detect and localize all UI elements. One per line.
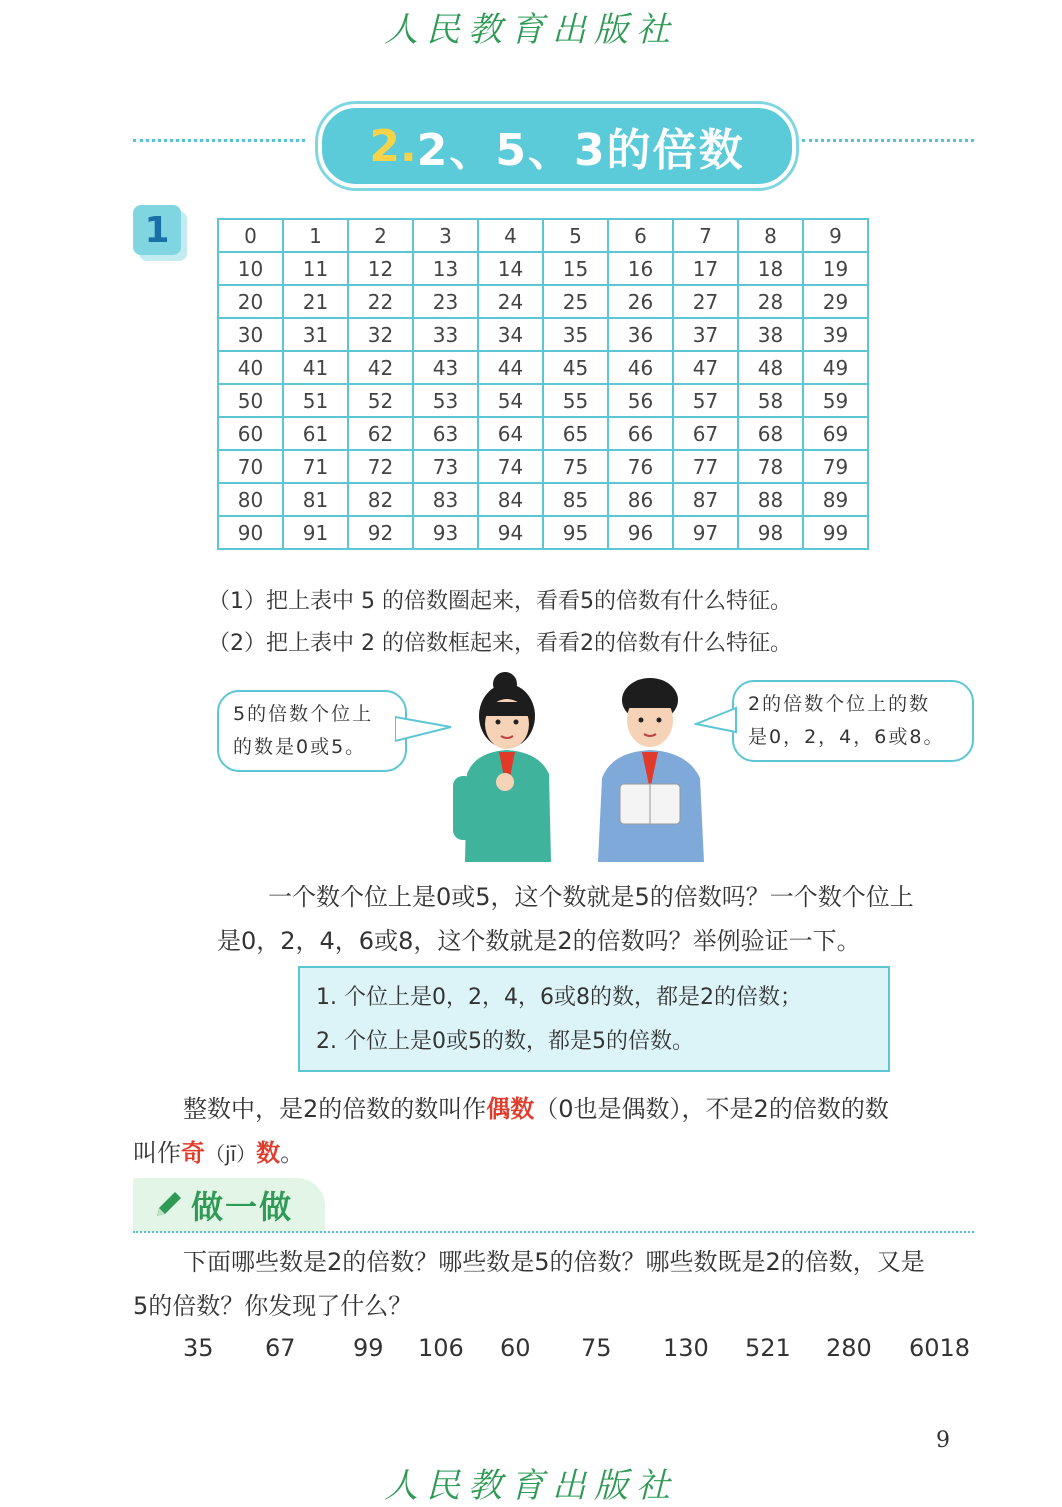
definition-line2 [133, 1130, 304, 1177]
practice-numbers [0, 1334, 1062, 1368]
grid-cell: 55 [543, 384, 608, 417]
grid-cell: 79 [803, 450, 868, 483]
question-text-line1: 一个数个位上是0或5，这个数就是5的倍数吗？一个数个位上 [268, 883, 914, 911]
grid-row [218, 318, 868, 351]
grid-cell: 41 [283, 351, 348, 384]
grid-cell: 74 [478, 450, 543, 483]
grid-cell: 56 [608, 384, 673, 417]
grid-cell: 77 [673, 450, 738, 483]
grid-cell: 88 [738, 483, 803, 516]
grid-cell: 40 [218, 351, 283, 384]
grid-cell: 92 [348, 516, 413, 549]
practice-number: 99 [353, 1334, 384, 1362]
bubble-line: 是0，2，4，6或8。 [748, 726, 945, 748]
practice-number: 130 [663, 1334, 709, 1362]
grid-cell: 28 [738, 285, 803, 318]
grid-cell: 35 [543, 318, 608, 351]
grid-cell: 11 [283, 252, 348, 285]
grid-row [218, 516, 868, 549]
grid-cell: 42 [348, 351, 413, 384]
grid-cell: 82 [348, 483, 413, 516]
publisher-header: 人民教育出版社 [384, 10, 678, 50]
grid-cell: 68 [738, 417, 803, 450]
conclusion-box [298, 966, 890, 1072]
grid-cell: 89 [803, 483, 868, 516]
grid-cell: 29 [803, 285, 868, 318]
grid-cell: 60 [218, 417, 283, 450]
grid-row [218, 351, 868, 384]
definition-text: 叫作 [133, 1139, 181, 1167]
grid-cell: 94 [478, 516, 543, 549]
definition-line1 [183, 1086, 889, 1132]
grid-cell: 43 [413, 351, 478, 384]
grid-cell: 95 [543, 516, 608, 549]
grid-cell: 87 [673, 483, 738, 516]
grid-cell: 46 [608, 351, 673, 384]
grid-cell: 1 [283, 219, 348, 252]
practice-dotted-line [133, 1231, 974, 1233]
grid-cell: 76 [608, 450, 673, 483]
definition-text: 整数中，是2的倍数的数叫作 [183, 1095, 487, 1123]
section-title-text: 2、5、3的倍数 [416, 125, 745, 176]
grid-cell: 22 [348, 285, 413, 318]
pinyin: （jī） [205, 1142, 257, 1166]
grid-cell: 36 [608, 318, 673, 351]
grid-cell: 49 [803, 351, 868, 384]
grid-cell: 90 [218, 516, 283, 549]
grid-cell: 59 [803, 384, 868, 417]
grid-cell: 4 [478, 219, 543, 252]
bubble-line: 的数是0或5。 [233, 736, 367, 758]
conclusion-line-2: 2. 个位上是0或5的数，都是5的倍数。 [316, 1029, 694, 1054]
grid-row [218, 384, 868, 417]
term-shu: 数 [256, 1139, 281, 1167]
grid-row [218, 219, 868, 252]
practice-text-line1: 下面哪些数是2的倍数？哪些数是5的倍数？哪些数既是2的倍数，又是 [183, 1248, 925, 1276]
question-text-line2: 是0，2，4，6或8，这个数就是2的倍数吗？举例验证一下。 [217, 927, 861, 955]
grid-row [218, 483, 868, 516]
grid-cell: 7 [673, 219, 738, 252]
grid-cell: 31 [283, 318, 348, 351]
grid-cell: 66 [608, 417, 673, 450]
term-even: 偶数 [486, 1095, 535, 1123]
grid-cell: 67 [673, 417, 738, 450]
grid-cell: 20 [218, 285, 283, 318]
example-badge: 1 [133, 205, 181, 255]
grid-cell: 51 [283, 384, 348, 417]
grid-cell: 10 [218, 252, 283, 285]
title-dotted-line-left [133, 139, 305, 142]
grid-cell: 81 [283, 483, 348, 516]
grid-cell: 69 [803, 417, 868, 450]
grid-cell: 80 [218, 483, 283, 516]
grid-cell: 99 [803, 516, 868, 549]
grid-cell: 23 [413, 285, 478, 318]
grid-cell: 70 [218, 450, 283, 483]
grid-cell: 18 [738, 252, 803, 285]
section-number: 2. [369, 120, 417, 172]
grid-cell: 45 [543, 351, 608, 384]
publisher-footer: 人民教育出版社 [384, 1466, 678, 1506]
grid-cell: 30 [218, 318, 283, 351]
practice-number: 521 [745, 1334, 791, 1362]
grid-cell: 9 [803, 219, 868, 252]
grid-cell: 53 [413, 384, 478, 417]
grid-cell: 14 [478, 252, 543, 285]
grid-cell: 2 [348, 219, 413, 252]
grid-cell: 48 [738, 351, 803, 384]
grid-cell: 85 [543, 483, 608, 516]
grid-cell: 38 [738, 318, 803, 351]
grid-cell: 6 [608, 219, 673, 252]
grid-cell: 15 [543, 252, 608, 285]
grid-cell: 62 [348, 417, 413, 450]
grid-cell: 34 [478, 318, 543, 351]
bubble-line: 5的倍数个位上 [233, 703, 374, 725]
practice-number: 75 [581, 1334, 612, 1362]
grid-cell: 3 [413, 219, 478, 252]
conclusion-line-1: 1. 个位上是0，2，4，6或8的数，都是2的倍数； [316, 985, 802, 1010]
grid-cell: 50 [218, 384, 283, 417]
grid-cell: 83 [413, 483, 478, 516]
grid-row [218, 285, 868, 318]
grid-cell: 0 [218, 219, 283, 252]
grid-cell: 98 [738, 516, 803, 549]
grid-row [218, 417, 868, 450]
grid-cell: 64 [478, 417, 543, 450]
grid-cell: 72 [348, 450, 413, 483]
grid-row [218, 450, 868, 483]
practice-title: 做一做 [191, 1188, 294, 1226]
practice-number: 35 [183, 1334, 214, 1362]
bubble-line: 2的倍数个位上的数 [748, 693, 931, 715]
grid-cell: 57 [673, 384, 738, 417]
grid-cell: 39 [803, 318, 868, 351]
speech-bubble-girl [217, 690, 407, 772]
number-grid [217, 218, 869, 550]
grid-cell: 27 [673, 285, 738, 318]
grid-cell: 12 [348, 252, 413, 285]
grid-cell: 37 [673, 318, 738, 351]
page-number: 9 [936, 1428, 950, 1453]
grid-cell: 33 [413, 318, 478, 351]
boy-illustration [588, 674, 712, 864]
definition-text: （0也是偶数），不是2的倍数的数 [534, 1095, 889, 1123]
grid-cell: 97 [673, 516, 738, 549]
definition-text: 。 [280, 1139, 305, 1167]
grid-cell: 65 [543, 417, 608, 450]
grid-cell: 19 [803, 252, 868, 285]
grid-cell: 13 [413, 252, 478, 285]
title-dotted-line-right [802, 139, 974, 142]
practice-number: 106 [418, 1334, 464, 1362]
grid-row [218, 252, 868, 285]
grid-cell: 32 [348, 318, 413, 351]
grid-cell: 44 [478, 351, 543, 384]
grid-cell: 54 [478, 384, 543, 417]
grid-cell: 63 [413, 417, 478, 450]
grid-cell: 26 [608, 285, 673, 318]
grid-cell: 17 [673, 252, 738, 285]
practice-number: 60 [500, 1334, 531, 1362]
grid-cell: 52 [348, 384, 413, 417]
practice-number: 67 [265, 1334, 296, 1362]
grid-cell: 61 [283, 417, 348, 450]
grid-cell: 21 [283, 285, 348, 318]
practice-text-line2: 5的倍数？你发现了什么？ [133, 1292, 413, 1320]
grid-cell: 86 [608, 483, 673, 516]
grid-cell: 71 [283, 450, 348, 483]
girl-illustration [445, 672, 565, 864]
grid-cell: 24 [478, 285, 543, 318]
practice-number: 280 [826, 1334, 872, 1362]
grid-cell: 73 [413, 450, 478, 483]
grid-cell: 16 [608, 252, 673, 285]
grid-cell: 91 [283, 516, 348, 549]
speech-bubble-boy [732, 680, 974, 762]
term-odd: 奇 [181, 1139, 205, 1167]
pencil-icon [151, 1188, 185, 1222]
question-2: （2）把上表中 2 的倍数框起来，看看2的倍数有什么特征。 [208, 631, 792, 656]
grid-cell: 25 [543, 285, 608, 318]
grid-cell: 8 [738, 219, 803, 252]
grid-cell: 84 [478, 483, 543, 516]
section-title [318, 104, 796, 188]
grid-cell: 93 [413, 516, 478, 549]
question-1: （1）把上表中 5 的倍数圈起来，看看5的倍数有什么特征。 [208, 589, 792, 614]
grid-cell: 75 [543, 450, 608, 483]
grid-cell: 58 [738, 384, 803, 417]
grid-cell: 5 [543, 219, 608, 252]
grid-cell: 78 [738, 450, 803, 483]
practice-number: 6018 [909, 1334, 971, 1362]
practice-header [133, 1178, 325, 1232]
grid-cell: 47 [673, 351, 738, 384]
grid-cell: 96 [608, 516, 673, 549]
